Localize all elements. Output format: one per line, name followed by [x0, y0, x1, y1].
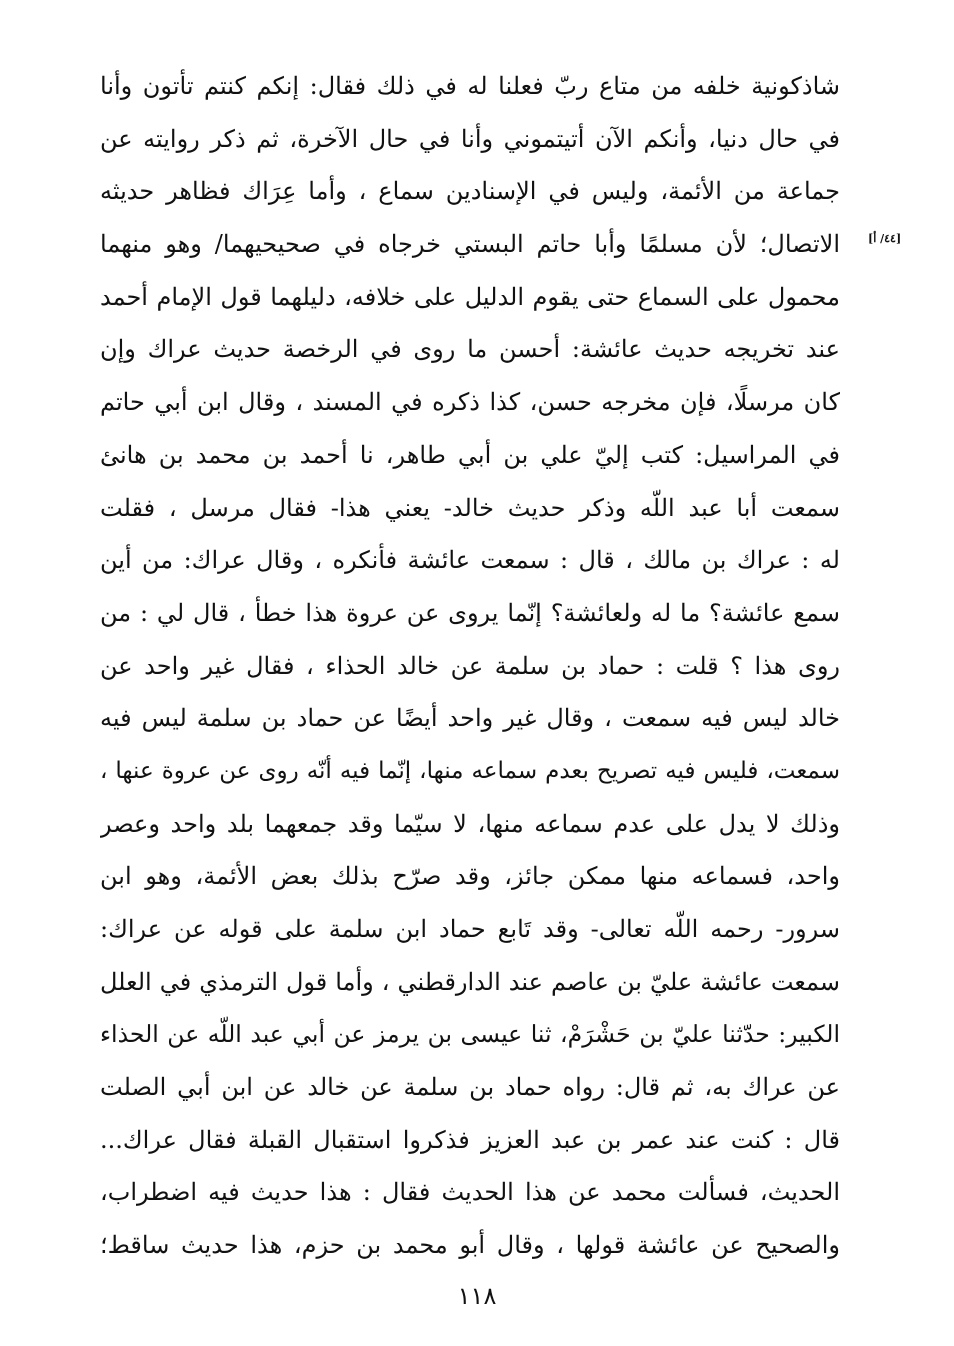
text-line: خالد ليس فيه سمعت ، وقال غير واحد أيضًا عن حماد بن سلمة ليس فيه [100, 704, 840, 733]
body-text [100, 60, 840, 1272]
text-line: في المراسيل: كتب إليّ علي بن أبي طاهر، نا أحمد بن محمد بن هانئ [100, 440, 840, 469]
text-line: الاتصال؛ لأن مسلمًا وأبا حاتم البستي خرجاه في صحيحيهما/ وهو منهما [100, 230, 840, 259]
text-line: جماعة من الأئمة، وليس في الإسنادين سماع ، وأما عِرَاك فظاهر حديثه [100, 177, 840, 206]
text-line: قال : كنت عند عمر بن عبد العزيز فذكروا استقبال القبلة فقال عراك... [100, 1125, 840, 1154]
text-line: روى هذا ؟ قلت : حماد بن سلمة عن خالد الحذاء ، فقال غير واحد عن [100, 651, 840, 680]
text-line: كان مرسلًا، فإن مخرجه حسن، كذا ذكره في المسند ، وقال ابن أبي حاتم [100, 388, 840, 417]
page-number: ١١٨ [457, 1282, 497, 1310]
text-line: له : عراك بن مالك ، قال : سمعت عائشة فأنكره ، وقال عراك: من أين [100, 546, 840, 575]
text-line: سمعت أبا عبد اللّه وذكر حديث خالد- يعني هذا- فقال مرسل ، فقلت [100, 493, 840, 522]
text-line: واحد، فسماعه منها ممكن جائز، وقد صرّح بذلك بعض الأئمة، وهو ابن [100, 862, 840, 891]
text-line: سمعت، فليس فيه تصريح بعدم سماعه منها، إنّما فيه أنّه روى عن عروة عنها ، [100, 757, 840, 784]
text-line: والصحيح عن عائشة قولها ، وقال أبو محمد بن حزم، هذا حديث ساقط؛ [100, 1231, 840, 1260]
manuscript-folio-reference: [٤٤/ أ] [868, 232, 902, 245]
text-line: الكبير: حدّثنا عليّ بن حَشْرَمْ، ثنا عيسى بن يرمز عن أبي عبد اللّه عن الحذاء [100, 1020, 840, 1049]
text-line: وذلك لا يدل على عدم سماعه منها، لا سيّما وقد جمعهما بلد واحد وعصر [100, 809, 840, 838]
text-line: محمول على السماع حتى يقوم الدليل على خلافه، دليلهما قول الإمام أحمد [100, 282, 840, 311]
text-line: سمع عائشة؟ ما له ولعائشة؟ إنّما يروى عن عروة هذا خطأ ، قال لي : من [100, 598, 840, 627]
text-line: عن عراك به، ثم قال: رواه حماد بن سلمة عن خالد عن ابن أبي الصلت [100, 1073, 840, 1102]
text-line: سرور- رحمه اللّه تعالى- وقد تَابع حماد ابن سلمة على قوله عن عراك: [100, 915, 840, 943]
text-line: سمعت عائشة عليّ بن عاصم عند الدارقطني ، وأما قول الترمذي في العلل [100, 967, 840, 996]
text-line: في حال دنيا، وأنكم الآن أتيتموني وأنا في حال الآخرة، ثم ذكر روايته عن [100, 124, 840, 153]
text-line: شاذكونية خلفه من متاع ربّ فعلنا له في ذلك فقال: إنكم كنتم تأتون وأنا [100, 72, 840, 100]
text-line: الحديث، فسألت محمد عن هذا الحديث فقال : هذا حديث فيه اضطراب، [100, 1178, 840, 1207]
text-line: عند تخريجه حديث عائشة: أحسن ما روى في الرخصة حديث عراك وإن [100, 335, 840, 364]
